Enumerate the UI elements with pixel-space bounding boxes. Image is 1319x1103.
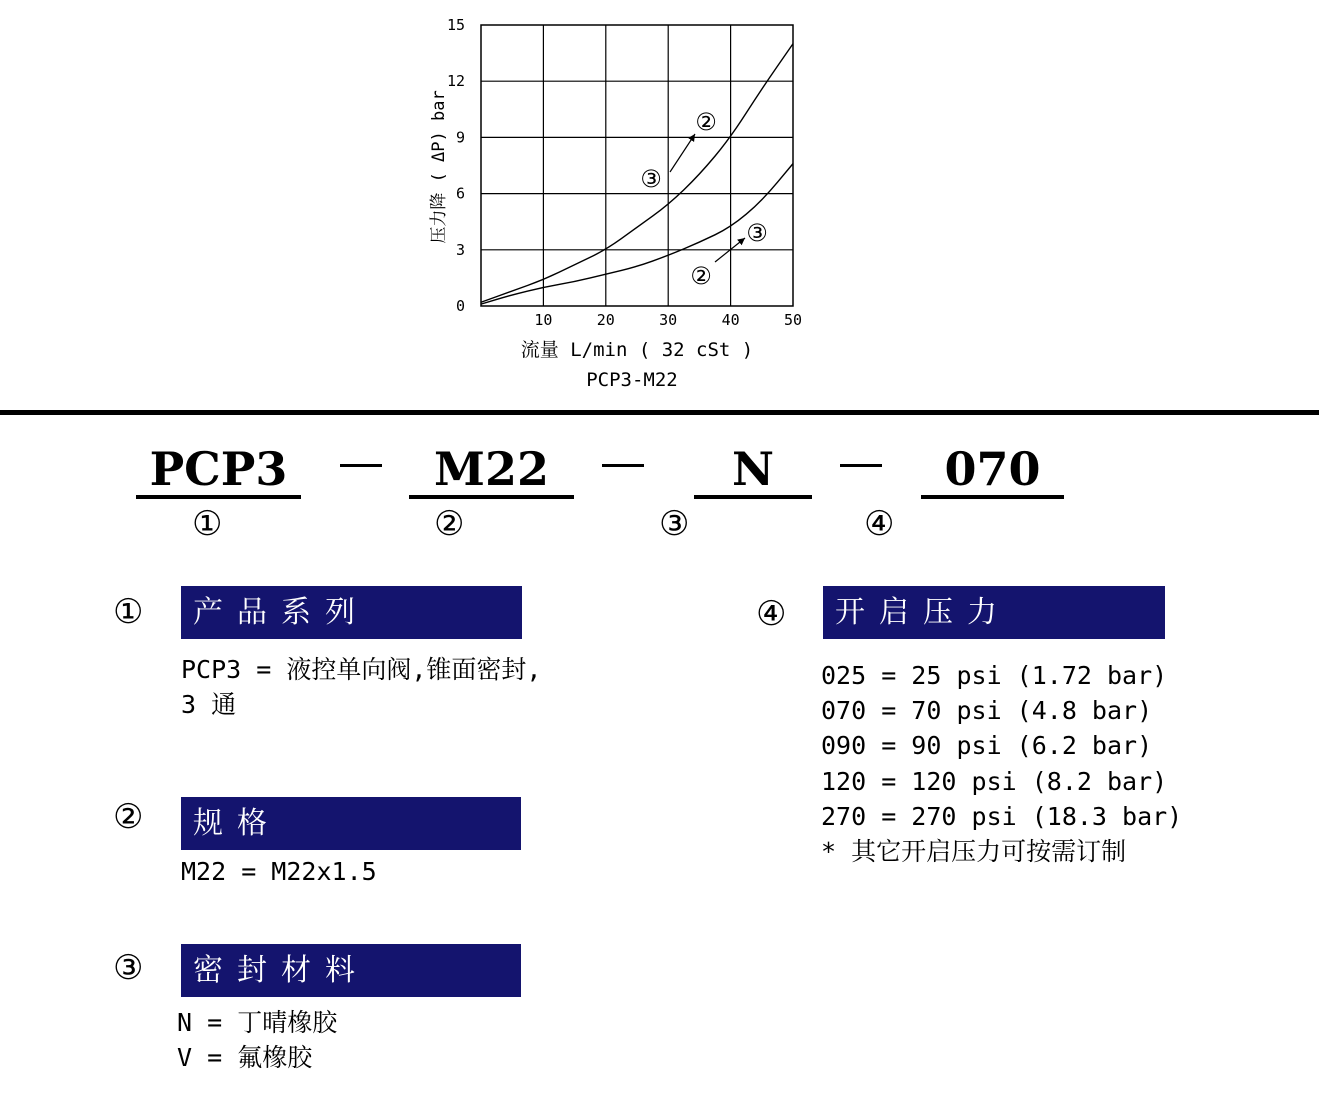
code-number-2: ② <box>434 504 465 544</box>
section-2-number: ② <box>113 797 144 837</box>
code-number-3: ③ <box>659 504 690 544</box>
y-tick-label: 0 <box>455 297 465 315</box>
x-tick-label: 10 <box>534 311 553 329</box>
code-part-pressure: 070 <box>921 443 1064 499</box>
section-4-line-2: 070 = 70 psi (4.8 bar) <box>821 696 1153 725</box>
section-2-line-1: M22 = M22x1.5 <box>181 857 377 886</box>
code-number-1: ① <box>192 504 223 544</box>
y-tick-label: 3 <box>455 240 465 259</box>
code-dash <box>340 464 382 467</box>
section-4-number: ④ <box>756 594 787 634</box>
section-4-line-5: 270 = 270 psi (18.3 bar) <box>821 802 1183 831</box>
x-tick-label: 20 <box>596 311 615 329</box>
section-4-line-6: * 其它开启压力可按需订制 <box>821 837 1127 866</box>
section-3-number: ③ <box>113 948 144 988</box>
annotation-label: ② <box>695 108 717 136</box>
section-4-line-1: 025 = 25 psi (1.72 bar) <box>821 661 1168 690</box>
plot-frame <box>481 25 793 306</box>
series-line-1 <box>481 44 793 303</box>
code-part-size: M22 <box>409 443 574 499</box>
y-tick-label: 15 <box>446 16 465 34</box>
code-dash <box>602 464 644 467</box>
chart-svg <box>0 0 1319 400</box>
annotation-leader <box>670 134 695 172</box>
y-tick-label: 12 <box>446 72 465 91</box>
chart-y-label: 压力降 ( ΔP) bar <box>429 90 449 244</box>
annotation-label: ③ <box>640 165 662 193</box>
chart-x-label: 流量 L/min ( 32 cSt ) <box>520 339 754 361</box>
annotation-label: ② <box>690 262 712 290</box>
code-number-4: ④ <box>864 504 895 544</box>
code-part-series: PCP3 <box>136 443 301 499</box>
code-part-seal: N <box>694 443 812 499</box>
x-tick-label: 50 <box>783 311 803 329</box>
x-tick-label: 40 <box>721 311 740 329</box>
pressure-drop-chart <box>0 0 1319 400</box>
chart-subtitle: PCP3-M22 <box>586 369 678 391</box>
x-tick-label: 30 <box>659 311 678 329</box>
y-tick-label: 6 <box>455 184 465 203</box>
section-divider <box>0 410 1319 415</box>
annotation-label: ③ <box>746 219 768 247</box>
section-1-line-1: PCP3 = 液控单向阀,锥面密封, <box>181 655 542 684</box>
y-tick-label: 9 <box>455 128 465 147</box>
section-3-title: 密封材料 <box>181 944 521 997</box>
section-4-title: 开启压力 <box>823 586 1165 639</box>
section-3-line-1: N = 丁晴橡胶 <box>177 1008 338 1037</box>
section-4-line-4: 120 = 120 psi (8.2 bar) <box>821 767 1168 796</box>
section-4-line-3: 090 = 90 psi (6.2 bar) <box>821 731 1153 760</box>
section-2-title: 规格 <box>181 797 521 850</box>
section-1-line-2: 3 通 <box>181 690 237 719</box>
section-1-number: ① <box>113 592 144 632</box>
code-dash <box>840 464 882 467</box>
section-3-line-2: V = 氟橡胶 <box>177 1043 313 1072</box>
section-1-title: 产品系列 <box>181 586 522 639</box>
